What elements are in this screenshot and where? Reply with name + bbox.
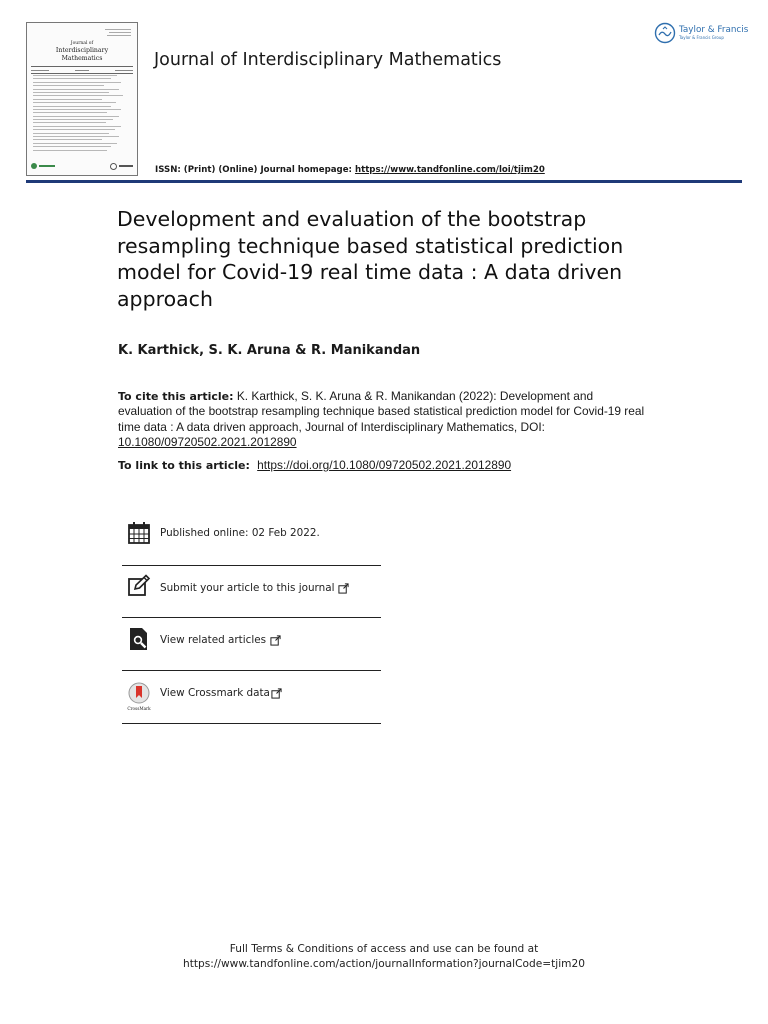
article-authors: K. Karthick, S. K. Aruna & R. Manikandan <box>118 343 421 358</box>
crossmark-row[interactable] <box>122 672 381 724</box>
link-label: To link to this article: <box>118 459 250 472</box>
publisher-group: Taylor & Francis Group <box>679 34 724 40</box>
external-link-icon <box>271 688 282 699</box>
cover-footer <box>31 161 133 171</box>
cite-label: To cite this article: <box>118 390 234 403</box>
submit-article-row[interactable] <box>122 566 381 618</box>
cite-doi-link[interactable]: 10.1080/09720502.2021.2012890 <box>118 435 297 450</box>
cover-band <box>31 66 133 74</box>
crossmark-link[interactable] <box>160 687 282 699</box>
external-link-icon <box>338 583 349 594</box>
crossmark-icon <box>127 682 151 712</box>
external-link-icon <box>270 635 281 646</box>
terms-link[interactable]: https://www.tandfonline.com/action/journalInformation?journalCode=tjim20 <box>183 958 585 970</box>
published-online-text: Published online: 02 Feb 2022. <box>160 527 320 539</box>
cover-contents <box>33 75 131 153</box>
terms-text: Full Terms & Conditions of access and use can be found at <box>229 943 539 955</box>
cover-title: Journal of Interdisciplinary Mathematics <box>55 41 109 62</box>
related-articles-row[interactable] <box>122 619 381 671</box>
issn-line <box>155 165 545 175</box>
article-doi-link[interactable]: https://doi.org/10.1080/09720502.2021.2012890 <box>257 458 512 472</box>
calendar-icon <box>127 521 151 545</box>
published-online-row <box>122 512 381 564</box>
issn-label: ISSN: (Print) (Online) Journal homepage: <box>155 165 352 175</box>
cite-text: K. Karthick, S. K. Aruna & R. Manikandan (2022): Development and evaluation of the bootstrap resampling technique based statistical prediction model for Covid-19 real time data : A data driven approach, Journal of Interdisciplinary Mathematics, DOI: <box>118 389 645 434</box>
crossmark-text: View Crossmark data <box>160 687 270 699</box>
divider <box>122 617 381 618</box>
taylor-francis-logo-icon <box>654 22 676 44</box>
journal-cover-thumbnail <box>26 22 138 176</box>
related-articles-link[interactable] <box>160 634 281 646</box>
citation-block <box>118 389 648 451</box>
edit-icon <box>127 574 151 598</box>
article-link-row <box>118 458 511 472</box>
search-document-icon <box>127 627 151 651</box>
divider <box>122 723 381 724</box>
submit-article-link[interactable] <box>160 582 349 594</box>
related-articles-text: View related articles <box>160 634 267 646</box>
divider <box>122 670 381 671</box>
submit-article-text: Submit your article to this journal <box>160 582 335 594</box>
svg-text:CrossMark: CrossMark <box>127 706 151 711</box>
publisher-logo[interactable] <box>654 22 748 44</box>
journal-homepage-link[interactable]: https://www.tandfonline.com/loi/tjim20 <box>354 165 545 175</box>
article-title: Development and evaluation of the bootstrap resampling technique based statistical prediction model for Covid-19 real time data : A data driven approach <box>117 207 624 311</box>
journal-title: Journal of Interdisciplinary Mathematics <box>154 50 502 70</box>
publisher-name: Taylor & Francis <box>679 25 749 36</box>
header-divider <box>26 180 742 183</box>
terms-footer <box>0 942 768 972</box>
